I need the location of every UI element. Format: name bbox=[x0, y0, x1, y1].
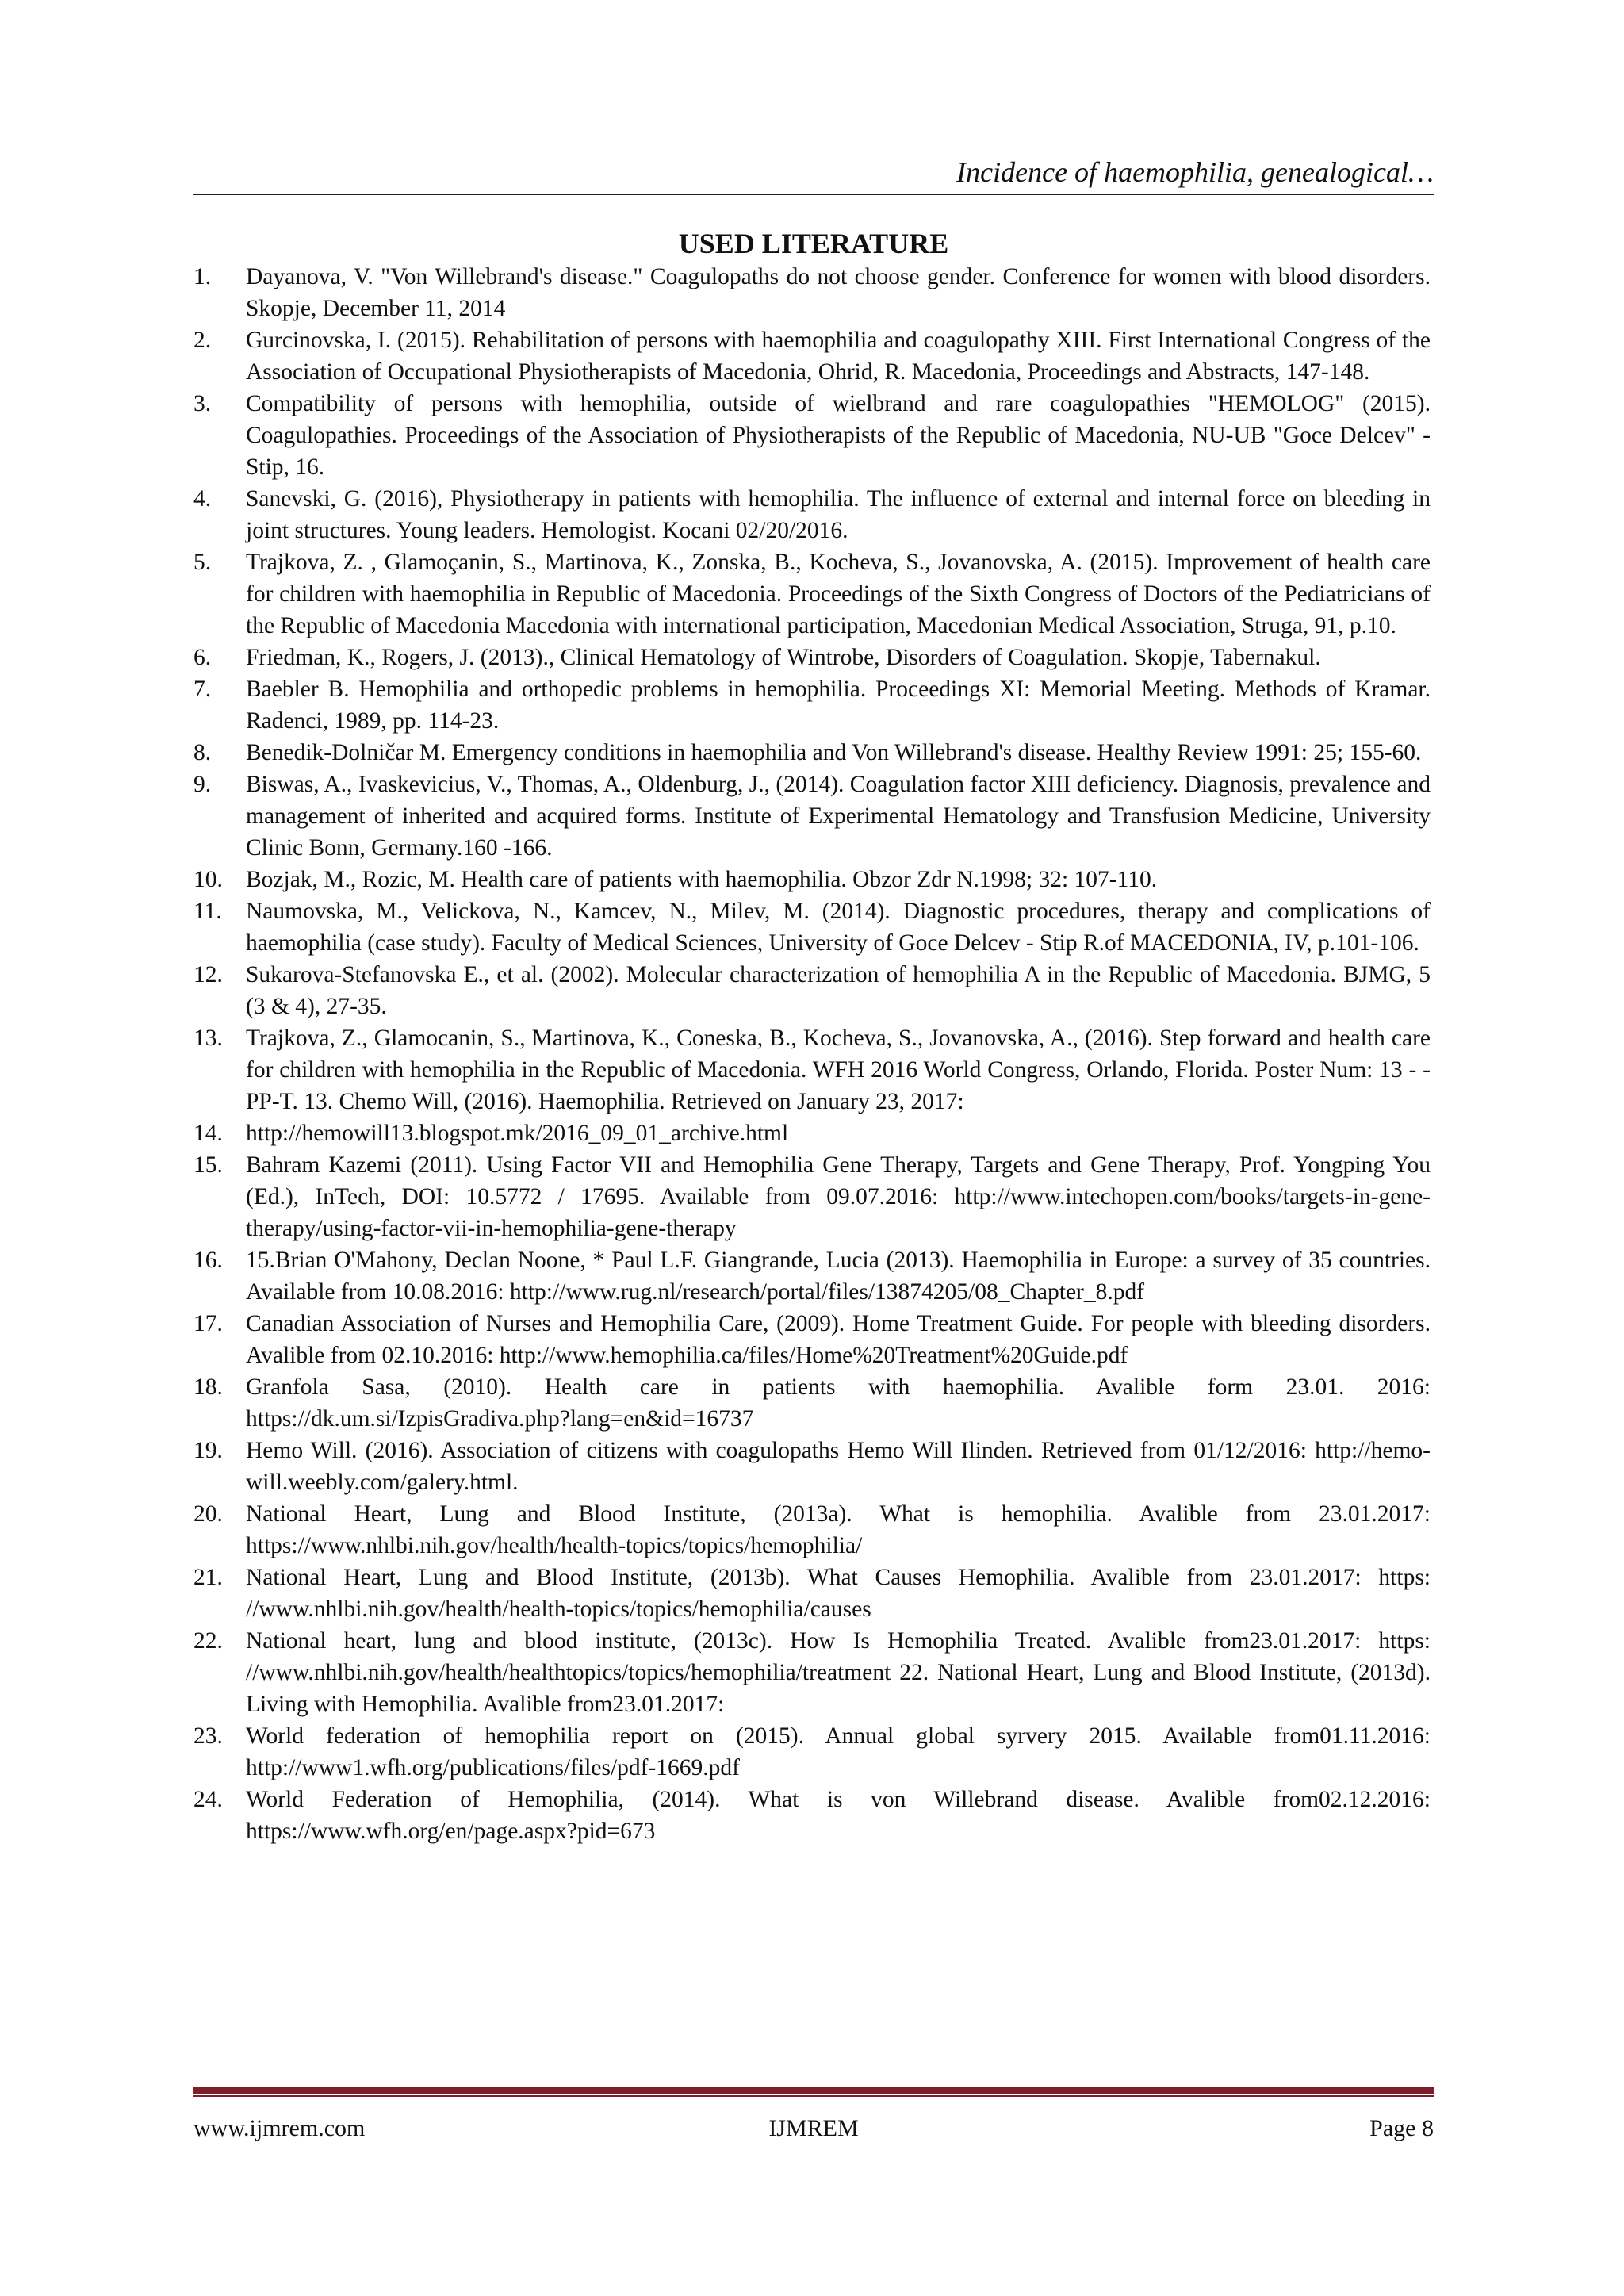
reference-text: National Heart, Lung and Blood Institute, (2013a). What is hemophilia. Avalible from 23.01.2017: https://www.nhlbi.nih.gov/health/health-topics/topics/hemophilia/ bbox=[246, 1501, 1431, 1558]
reference-number: 20. bbox=[193, 1501, 223, 1527]
reference-text: Friedman, K., Rogers, J. (2013)., Clinical Hematology of Wintrobe, Disorders of Coagulation. Skopje, Tabernakul. bbox=[246, 645, 1321, 670]
reference-item bbox=[193, 324, 1431, 388]
reference-number: 12. bbox=[193, 962, 223, 987]
footer-divider bbox=[193, 2087, 1434, 2094]
reference-number: 17. bbox=[193, 1311, 223, 1336]
header-divider bbox=[193, 194, 1434, 195]
reference-item bbox=[193, 1625, 1431, 1720]
reference-number: 4. bbox=[193, 486, 212, 512]
reference-number: 18. bbox=[193, 1374, 223, 1400]
reference-item bbox=[193, 737, 1431, 769]
reference-text: Compatibility of persons with hemophilia, outside of wielbrand and rare coagulopathies "HEMOLOG" (2015). Coagulopathies. Proceedings of the Association of Physiotherapists of the Republic of Macedonia, NU-UB "Goce Delcev" - Stip, 16. bbox=[246, 391, 1431, 480]
reference-text: Hemo Will. (2016). Association of citizens with coagulopaths Hemo Will Ilinden. Retrieved from 01/12/2016: http://hemo-will.weebly.com/galery.html. bbox=[246, 1438, 1431, 1495]
reference-number: 3. bbox=[193, 391, 212, 416]
reference-number: 15. bbox=[193, 1152, 223, 1178]
reference-item bbox=[193, 895, 1431, 959]
reference-number: 1. bbox=[193, 264, 212, 289]
reference-text: 15.Brian O'Mahony, Declan Noone, * Paul L.F. Giangrande, Lucia (2013). Haemophilia in Europe: a survey of 35 countries. Available from 10.08.2016: http://www.rug.nl/research/portal/files/13874205/08_Chapter_8.pdf bbox=[246, 1248, 1431, 1305]
reference-item bbox=[193, 769, 1431, 864]
reference-text: National Heart, Lung and Blood Institute, (2013b). What Causes Hemophilia. Avalible from 23.01.2017: https: //www.nhlbi.nih.gov/health/health-topics/topics/hemophilia/causes bbox=[246, 1565, 1431, 1622]
reference-number: 6. bbox=[193, 645, 212, 670]
reference-text: Sanevski, G. (2016), Physiotherapy in patients with hemophilia. The influence of external and internal force on bleeding in joint structures. Young leaders. Hemologist. Kocani 02/20/2016. bbox=[246, 486, 1431, 543]
reference-item bbox=[193, 959, 1431, 1022]
reference-number: 16. bbox=[193, 1248, 223, 1273]
reference-item bbox=[193, 1117, 1431, 1149]
reference-item bbox=[193, 864, 1431, 895]
reference-item bbox=[193, 673, 1431, 737]
running-header-title: Incidence of haemophilia, genealogical… bbox=[956, 156, 1434, 188]
reference-item bbox=[193, 546, 1431, 642]
reference-item bbox=[193, 1022, 1431, 1117]
reference-text: Sukarova-Stefanovska E., et al. (2002). Molecular characterization of hemophilia A in the Republic of Macedonia. BJMG, 5 (3 & 4), 27-35. bbox=[246, 962, 1431, 1019]
footer-divider-thin bbox=[193, 2095, 1434, 2097]
reference-text: Dayanova, V. "Von Willebrand's disease." Coagulopaths do not choose gender. Conference for women with blood disorders. Skopje, December 11, 2014 bbox=[246, 264, 1431, 321]
reference-item bbox=[193, 1308, 1431, 1371]
reference-number: 11. bbox=[193, 899, 222, 924]
reference-text: World federation of hemophilia report on (2015). Annual global syrvery 2015. Available from01.11.2016: http://www1.wfh.org/publications/files/pdf-1669.pdf bbox=[246, 1723, 1431, 1780]
reference-item bbox=[193, 1244, 1431, 1308]
reference-text: Bozjak, M., Rozic, M. Health care of patients with haemophilia. Obzor Zdr N.1998; 32: 107-110. bbox=[246, 867, 1158, 892]
reference-item bbox=[193, 1720, 1431, 1784]
reference-item bbox=[193, 1435, 1431, 1498]
section-title: USED LITERATURE bbox=[678, 228, 949, 259]
reference-item bbox=[193, 388, 1431, 483]
reference-number: 9. bbox=[193, 772, 212, 797]
footer-page-number: Page 8 bbox=[1369, 2115, 1434, 2141]
reference-text: Granfola Sasa, (2010). Health care in patients with haemophilia. Avalible form 23.01. 2016: https://dk.um.si/IzpisGradiva.php?lang=en&id=16737 bbox=[246, 1374, 1431, 1432]
reference-item bbox=[193, 1498, 1431, 1562]
reference-number: 7. bbox=[193, 677, 212, 702]
reference-text: Benedik-Dolničar M. Emergency conditions in haemophilia and Von Willebrand's disease. Healthy Review 1991: 25; 155-60. bbox=[246, 740, 1422, 765]
footer-journal: IJMREM bbox=[768, 2115, 859, 2141]
reference-text: Gurcinovska, I. (2015). Rehabilitation of persons with haemophilia and coagulopathy XIII. First International Congress of the Association of Occupational Physiotherapists of Macedonia, Ohrid, R. Macedonia, Proceedings and Abstracts, 147-148. bbox=[246, 328, 1431, 385]
reference-text: World Federation of Hemophilia, (2014). What is von Willebrand disease. Avalible from02.12.2016: https://www.wfh.org/en/page.aspx?pid=673 bbox=[246, 1787, 1431, 1844]
reference-text: Bahram Kazemi (2011). Using Factor VII and Hemophilia Gene Therapy, Targets and Gene Therapy, Prof. Yongping You (Ed.), InTech, DOI: 10.5772 / 17695. Available from 09.07.2016: http://www.intechopen.com/books/targets-in-gene-therapy/using-factor-vii-in-hemophilia-gene-therapy bbox=[246, 1152, 1431, 1241]
reference-number: 24. bbox=[193, 1787, 223, 1812]
reference-number: 19. bbox=[193, 1438, 223, 1463]
reference-number: 10. bbox=[193, 867, 223, 892]
reference-item bbox=[193, 261, 1431, 324]
reference-text: Naumovska, M., Velickova, N., Kamcev, N., Milev, M. (2014). Diagnostic procedures, therapy and complications of haemophilia (case study). Faculty of Medical Sciences, University of Goce Delcev - Stip R.of MACEDONIA, IV, p.101-106. bbox=[246, 899, 1431, 956]
reference-number: 13. bbox=[193, 1025, 223, 1051]
reference-item bbox=[193, 1562, 1431, 1625]
reference-number: 21. bbox=[193, 1565, 223, 1590]
reference-item bbox=[193, 483, 1431, 546]
reference-text: Trajkova, Z. , Glamoçanin, S., Martinova, K., Zonska, B., Kocheva, S., Jovanovska, A. (2015). Improvement of health care for children with haemophilia in Republic of Macedonia. Proceedings of the Sixth Congress of Doctors of the Pediatricians of the Republic of Macedonia Macedonia with international participation, Macedonian Medical Association, Struga, 91, p.10. bbox=[246, 550, 1431, 638]
reference-item bbox=[193, 642, 1431, 673]
reference-item bbox=[193, 1784, 1431, 1847]
footer-website: www.ijmrem.com bbox=[193, 2115, 366, 2141]
reference-number: 8. bbox=[193, 740, 212, 765]
reference-number: 2. bbox=[193, 328, 212, 353]
reference-text: National heart, lung and blood institute, (2013c). How Is Hemophilia Treated. Avalible from23.01.2017: https: //www.nhlbi.nih.gov/health/healthtopics/topics/hemophilia/treatment 22. National Heart, Lung and Blood Institute, (2013d). Living with Hemophilia. Avalible from23.01.2017: bbox=[246, 1628, 1431, 1717]
reference-text: Biswas, A., Ivaskevicius, V., Thomas, A., Oldenburg, J., (2014). Coagulation factor XIII deficiency. Diagnosis, prevalence and management of inherited and acquired forms. Institute of Experimental Hematology and Transfusion Medicine, University Clinic Bonn, Germany.160 -166. bbox=[246, 772, 1431, 861]
reference-list bbox=[193, 261, 1431, 1847]
reference-number: 5. bbox=[193, 550, 212, 575]
reference-number: 22. bbox=[193, 1628, 223, 1654]
reference-text: Baebler B. Hemophilia and orthopedic problems in hemophilia. Proceedings XI: Memorial Meeting. Methods of Kramar. Radenci, 1989, pp. 114-23. bbox=[246, 677, 1431, 734]
reference-text: Trajkova, Z., Glamocanin, S., Martinova, K., Coneska, B., Kocheva, S., Jovanovska, A., (2016). Step forward and health care for children with hemophilia in the Republic of Macedonia. WFH 2016 World Congress, Orlando, Florida. Poster Num: 13 - -PP-T. 13. Chemo Will, (2016). Haemophilia. Retrieved on January 23, 2017: bbox=[246, 1025, 1431, 1114]
reference-item bbox=[193, 1371, 1431, 1435]
reference-text: Canadian Association of Nurses and Hemophilia Care, (2009). Home Treatment Guide. For people with bleeding disorders. Avalible from 02.10.2016: http://www.hemophilia.ca/files/Home%20Treatment%20Guide.pdf bbox=[246, 1311, 1431, 1368]
reference-number: 14. bbox=[193, 1121, 223, 1146]
reference-number: 23. bbox=[193, 1723, 223, 1749]
reference-item bbox=[193, 1149, 1431, 1244]
reference-text: http://hemowill13.blogspot.mk/2016_09_01_archive.html bbox=[246, 1121, 789, 1146]
